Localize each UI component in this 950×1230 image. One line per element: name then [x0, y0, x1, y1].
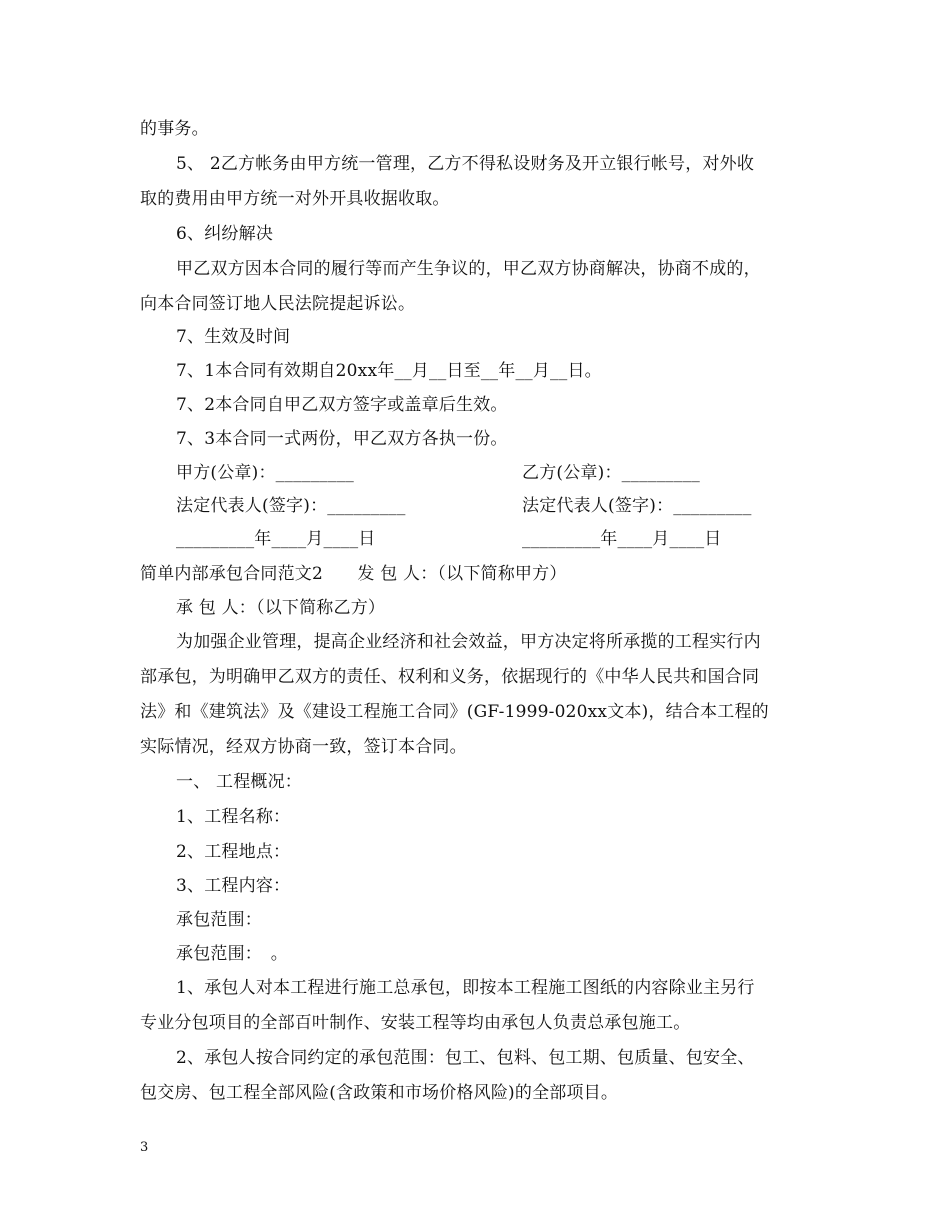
- party-a-seal: 甲方(公章)：_________: [176, 463, 354, 483]
- party-b-date: _________年____月____日: [522, 529, 722, 549]
- text-line: 承包范围： 。: [176, 944, 288, 964]
- section-heading: 一、 工程概况：: [176, 772, 303, 792]
- party-a-date: _________年____月____日: [176, 529, 376, 549]
- text-line: 专业分包项目的全部百叶制作、安装工程等均由承包人负责总承包施工。: [140, 1013, 691, 1033]
- text-line: 为加强企业管理，提高企业经济和社会效益，甲方决定将所承揽的工程实行内: [176, 632, 761, 652]
- text-line: 2、承包人按合同约定的承包范围：包工、包料、包工期、包质量、包安全、: [176, 1048, 755, 1068]
- signature-row-party: [176, 462, 796, 484]
- page-number: 3: [140, 1140, 149, 1155]
- text-line: 1、工程名称：: [176, 807, 291, 827]
- signature-row-representative: [176, 495, 796, 517]
- text-line: 5、 2乙方帐务由甲方统一管理，乙方不得私设财务及开立银行帐号，对外收: [176, 154, 755, 174]
- party-b-seal: 乙方(公章)：_________: [522, 463, 700, 483]
- text-line: 承包范围：: [176, 910, 262, 930]
- text-line: 包交房、包工程全部风险(含政策和市场价格风险)的全部项目。: [140, 1083, 619, 1103]
- text-line: 实际情况，经双方协商一致，签订本合同。: [140, 737, 467, 757]
- text-line: 甲乙双方因本合同的履行等而产生争议的，甲乙双方协商解决，协商不成的，: [176, 259, 761, 279]
- party-a-representative: 法定代表人(签字)：_________: [176, 496, 406, 516]
- text-line: 2、工程地点：: [176, 842, 291, 862]
- document-title-line: 简单内部承包合同范文2 发 包 人：（以下简称甲方）: [140, 564, 567, 584]
- text-line: 1、承包人对本工程进行施工总承包，即按本工程施工图纸的内容除业主另行: [176, 978, 755, 998]
- text-line: 的事务。: [140, 119, 209, 139]
- text-line: 承 包 人：（以下简称乙方）: [176, 598, 386, 618]
- text-line: 部承包，为明确甲乙双方的责任、权利和义务，依据现行的《中华人民共和国合同: [140, 667, 760, 687]
- section-heading: 6、纠纷解决: [176, 224, 274, 244]
- text-line: 向本合同签订地人民法院提起诉讼。: [140, 294, 416, 314]
- text-line: 7、2本合同自甲乙双方签字或盖章后生效。: [176, 395, 508, 415]
- text-line: 取的费用由甲方统一对外开具收据收取。: [140, 189, 450, 209]
- signature-row-date: [176, 528, 796, 550]
- text-line: 法》和《建筑法》及《建设工程施工合同》(GF-1999-020xx文本)，结合本工程的: [140, 702, 769, 722]
- text-line: 7、1本合同有效期自20xx年__月__日至__年__月__日。: [176, 361, 602, 381]
- text-line: 7、3本合同一式两份，甲乙双方各执一份。: [176, 429, 508, 449]
- section-heading: 7、生效及时间: [176, 327, 291, 347]
- party-b-representative: 法定代表人(签字)：_________: [522, 496, 752, 516]
- text-line: 3、工程内容：: [176, 876, 291, 896]
